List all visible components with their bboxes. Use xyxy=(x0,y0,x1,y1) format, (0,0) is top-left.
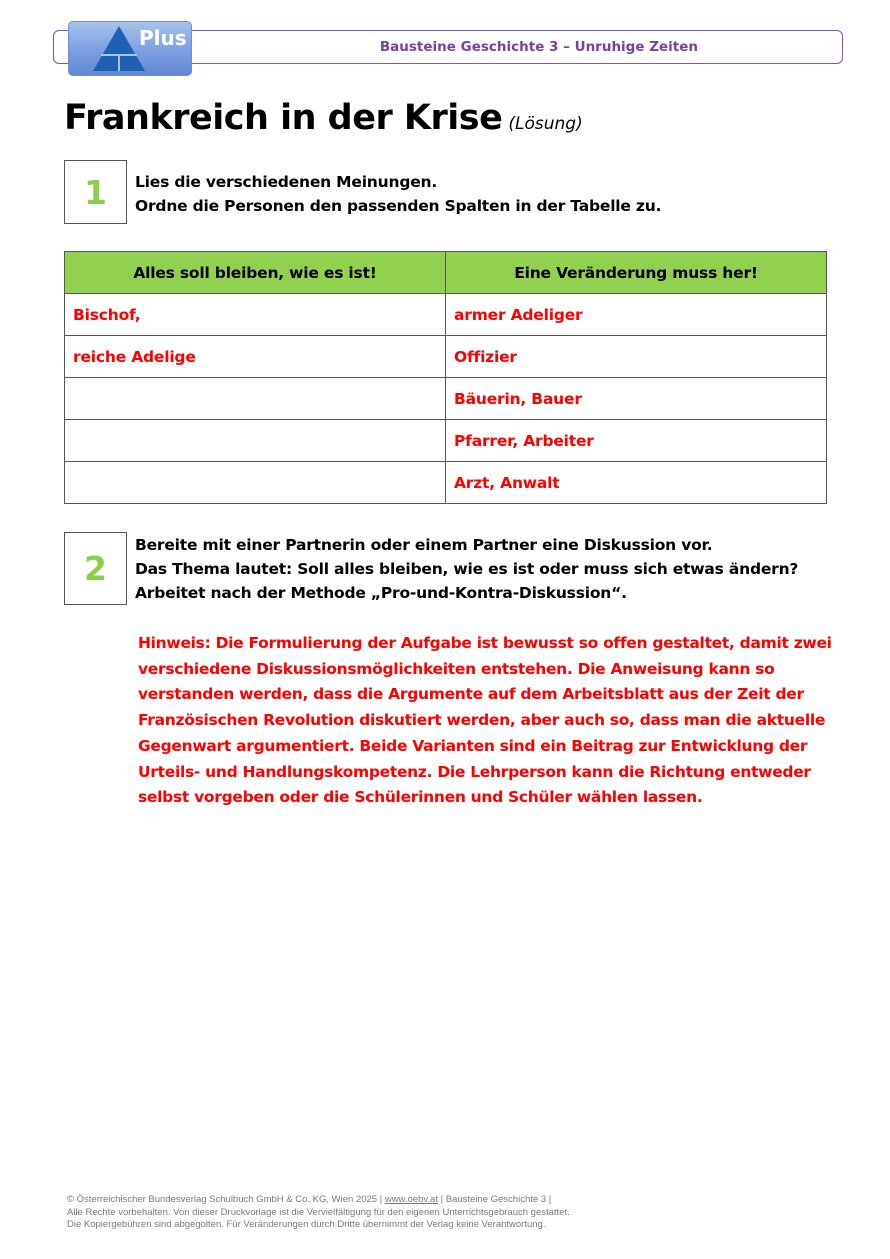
table-cell: Bischof, xyxy=(65,294,446,336)
hint-line: verschiedene Diskussionsmöglichkeiten entstehen. Die Anweisung kann so xyxy=(138,659,775,678)
task-2-line: Das Thema lautet: Soll alles bleiben, wie es ist oder muss sich etwas ändern? xyxy=(135,560,799,578)
hint-line: Gegenwart argumentiert. Beide Varianten sind ein Beitrag zur Entwicklung der xyxy=(138,736,808,755)
footer-line-3: Die Kopiergebühren sind abgegolten. Für Veränderungen durch Dritte übernimmt der Verlag keine Verantwortung. xyxy=(67,1219,546,1230)
table-row xyxy=(65,294,827,336)
table-cell: Offizier xyxy=(446,336,827,378)
plus-logo xyxy=(68,21,192,76)
task-2-line: Bereite mit einer Partnerin oder einem Partner eine Diskussion vor. xyxy=(135,536,713,554)
footer-line-1 xyxy=(67,1194,570,1207)
table-row xyxy=(65,462,827,504)
sorting-table xyxy=(64,251,827,504)
table-row xyxy=(65,420,827,462)
teacher-hint xyxy=(138,631,832,811)
logo-text: Plus xyxy=(139,26,187,50)
table-cell xyxy=(65,420,446,462)
copyright-footer xyxy=(67,1194,570,1232)
task-1-line: Ordne die Personen den passenden Spalten in der Tabelle zu. xyxy=(135,197,662,215)
footer-series: | Bausteine Geschichte 3 | xyxy=(437,1194,552,1205)
table-row xyxy=(65,378,827,420)
title-main: Frankreich in der Krise xyxy=(64,98,503,138)
hint-line: Hinweis: Die Formulierung der Aufgabe ist bewusst so offen gestaltet, damit zwei xyxy=(138,634,832,652)
table-cell: armer Adeliger xyxy=(446,294,827,336)
table-cell: Bäuerin, Bauer xyxy=(446,378,827,420)
footer-copyright: © Österreichischer Bundesverlag Schulbuch GmbH & Co. KG, Wien 2025 | xyxy=(67,1194,385,1205)
hint-line: selbst vorgeben oder die Schülerinnen und Schüler wählen lassen. xyxy=(138,788,703,807)
publisher-link[interactable]: www.oebv.at xyxy=(384,1194,438,1205)
hint-line: Urteils- und Handlungskompetenz. Die Lehrperson kann die Richtung entweder xyxy=(138,762,811,781)
task-2-number: 2 xyxy=(64,532,127,605)
column-header-stay: Alles soll bleiben, wie es ist! xyxy=(65,252,446,294)
hint-line: Französischen Revolution diskutiert werden, aber auch so, dass man die aktuelle xyxy=(138,711,826,730)
table-row xyxy=(65,336,827,378)
series-title: Bausteine Geschichte 3 – Unruhige Zeiten xyxy=(379,39,698,55)
table-cell xyxy=(65,378,446,420)
task-2-line: Arbeitet nach der Methode „Pro-und-Kontra-Diskussion“. xyxy=(135,584,627,602)
task-1-instructions xyxy=(135,170,661,218)
table-cell: Arzt, Anwalt xyxy=(446,462,827,504)
table-header-row xyxy=(65,252,827,294)
footer-line-2: Alle Rechte vorbehalten. Von dieser Druckvorlage ist die Vervielfältigung für den eigenen Unterrichtsgebrauch gestattet. xyxy=(67,1206,570,1218)
hint-line: verstanden werden, dass die Argumente auf dem Arbeitsblatt aus der Zeit der xyxy=(138,685,804,704)
table-cell xyxy=(65,462,446,504)
task-1-line: Lies die verschiedenen Meinungen. xyxy=(135,173,438,191)
table-cell: Pfarrer, Arbeiter xyxy=(446,420,827,462)
page-title xyxy=(64,98,583,138)
task-2-instructions xyxy=(135,533,798,605)
title-note: (Lösung) xyxy=(508,114,583,134)
task-1-number: 1 xyxy=(64,160,127,224)
column-header-change: Eine Veränderung muss her! xyxy=(446,252,827,294)
table-cell: reiche Adelige xyxy=(65,336,446,378)
